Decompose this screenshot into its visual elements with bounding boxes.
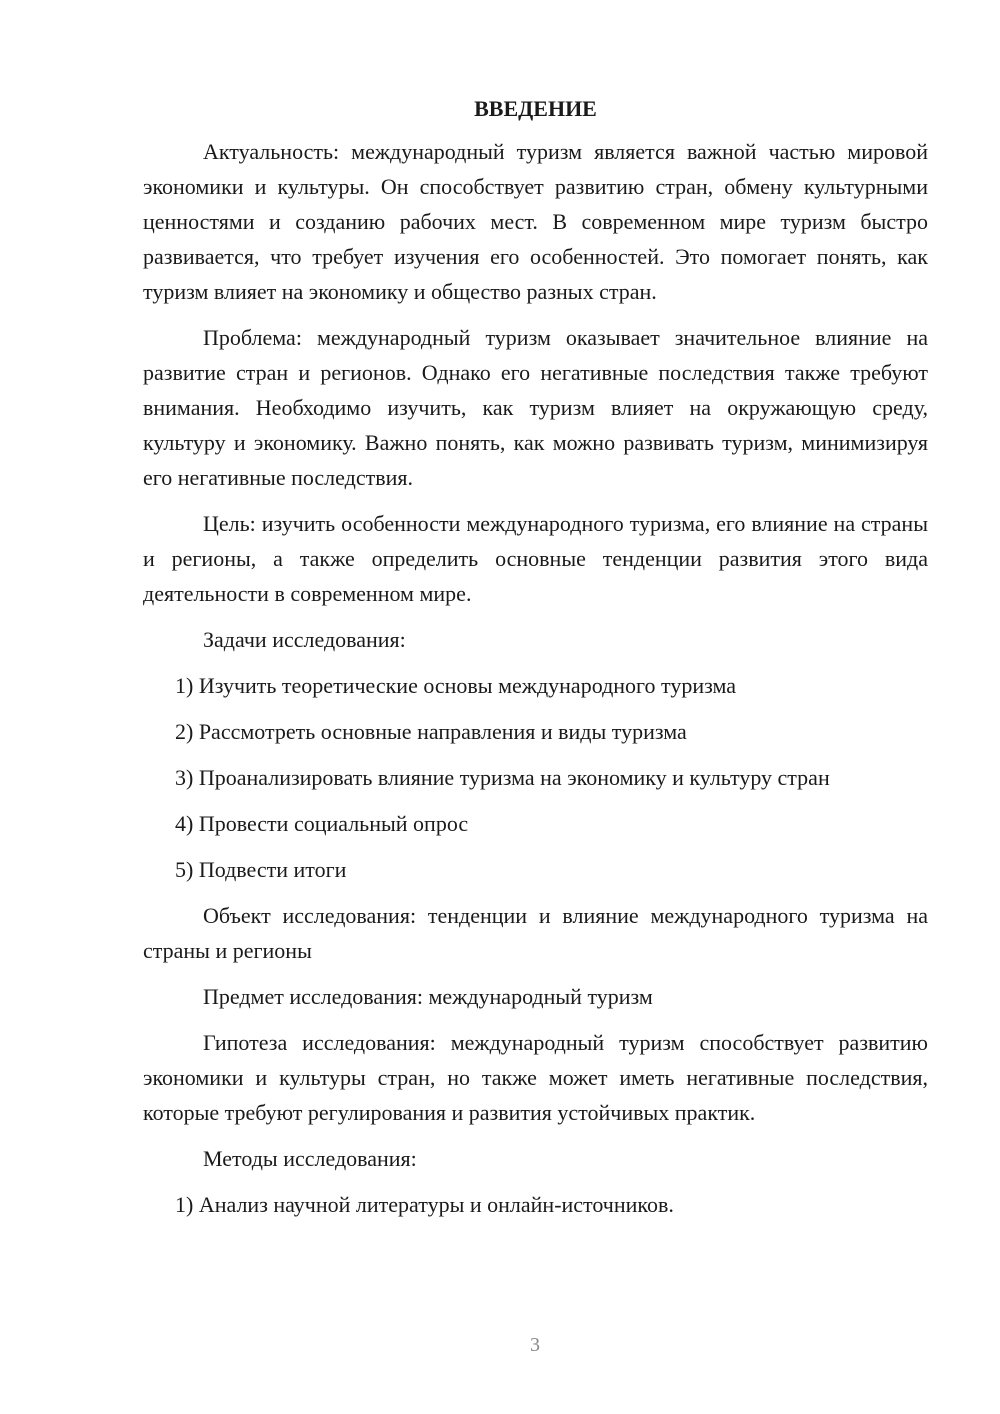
paragraph-goal: Цель: изучить особенности международного туризма, его влияние на страны и регионы, а также определить основные тенденции развития этого вида деятельности в современном мире. — [143, 511, 928, 606]
list-item-task-3: 3) Проанализировать влияние туризма на экономику и культуру стран — [175, 765, 830, 790]
list-item-task-4: 4) Провести социальный опрос — [175, 811, 469, 836]
page-title: ВВЕДЕНИЕ — [474, 96, 597, 121]
list-item-task-2: 2) Рассмотреть основные направления и виды туризма — [175, 719, 687, 744]
paragraph-relevance: Актуальность: международный туризм является важной частью мировой экономики и культуры. Он способствует развитию стран, обмену культурными ценностями и созданию рабочих мест. В современном мире туризм быстро развивается, что требует изучения его особенностей. Это помогает понять, как туризм влияет на экономику и общество разных стран. — [143, 139, 928, 304]
page-number: 3 — [530, 1334, 540, 1356]
list-item-task-1: 1) Изучить теоретические основы международного туризма — [175, 673, 737, 698]
list-item-task-5: 5) Подвести итоги — [175, 857, 347, 882]
paragraph-hypothesis: Гипотеза исследования: международный туризм способствует развитию экономики и культуры стран, но также может иметь негативные последствия, которые требуют регулирования и развития устойчивых практик. — [143, 1030, 928, 1125]
tasks-heading: Задачи исследования: — [203, 627, 406, 652]
paragraph-subject: Предмет исследования: международный туризм — [203, 984, 653, 1009]
paragraph-object: Объект исследования: тенденции и влияние международного туризма на страны и регионы — [143, 903, 928, 963]
methods-heading: Методы исследования: — [203, 1146, 417, 1171]
document-page — [143, 92, 928, 1222]
paragraph-problem: Проблема: международный туризм оказывает значительное влияние на развитие стран и регионов. Однако его негативные последствия также требуют внимания. Необходимо изучить, как туризм влияет на окружающую среду, культуру и экономику. Важно понять, как можно развивать туризм, минимизируя его негативные последствия. — [143, 325, 928, 490]
list-item-method-1: 1) Анализ научной литературы и онлайн-источников. — [175, 1192, 674, 1217]
